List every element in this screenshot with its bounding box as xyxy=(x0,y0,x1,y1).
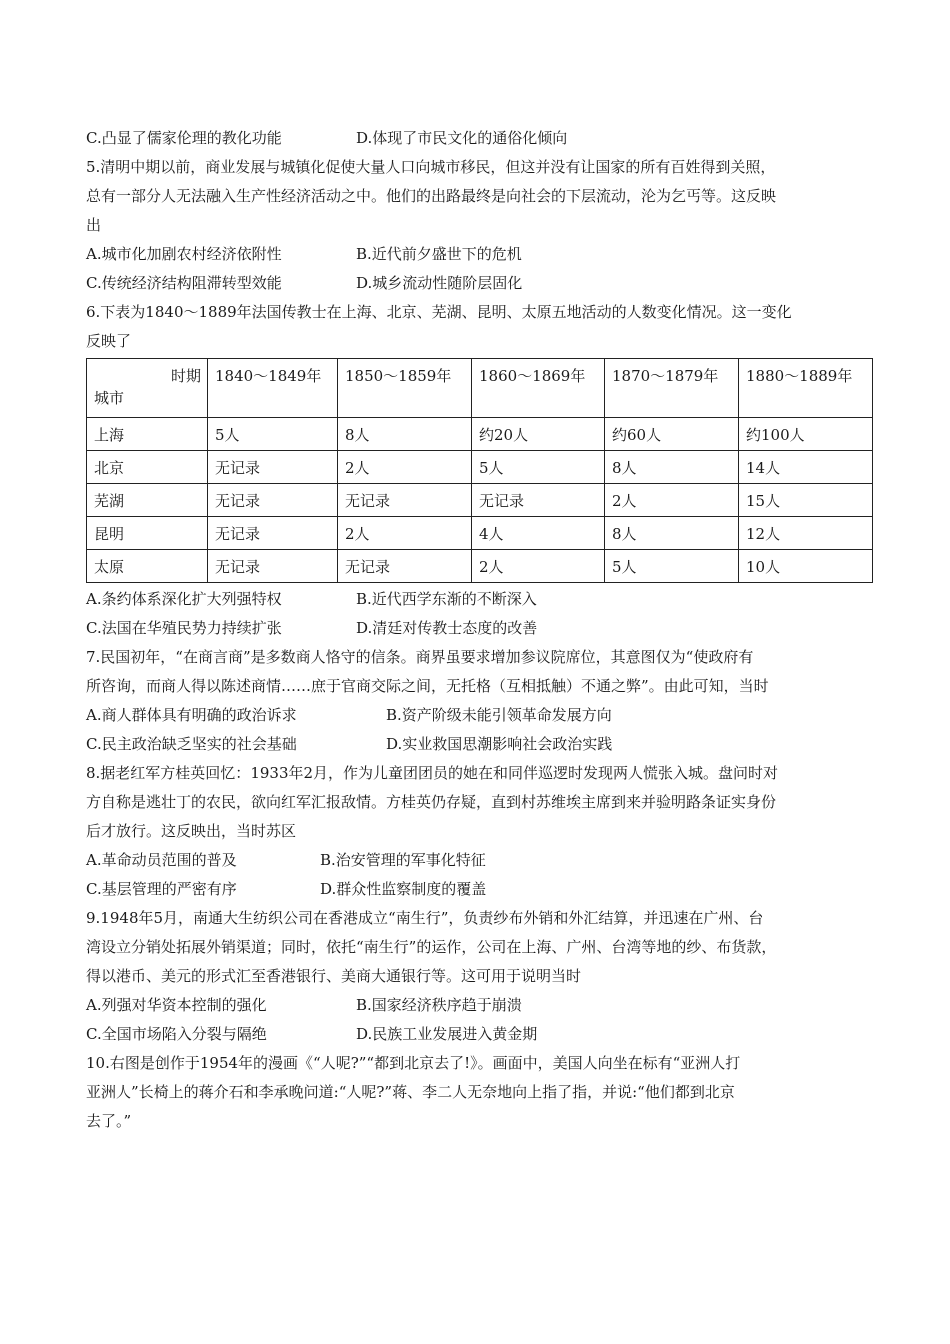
q7-options-row-1 xyxy=(86,701,872,730)
q4-options-row xyxy=(86,124,872,153)
table-row xyxy=(87,418,873,451)
city-cell: 昆明 xyxy=(87,517,208,550)
q8-option-d: D.群众性监察制度的覆盖 xyxy=(320,880,487,898)
q9-option-a: A.列强对华资本控制的强化 xyxy=(86,996,267,1014)
period-header: 1840～1849年 xyxy=(208,359,338,418)
q7-option-d: D.实业救国思潮影响社会政治实践 xyxy=(386,735,613,753)
value-cell: 无记录 xyxy=(208,451,338,484)
value-cell: 8人 xyxy=(605,451,739,484)
q7-option-c: C.民主政治缺乏坚实的社会基础 xyxy=(86,735,297,753)
value-cell: 无记录 xyxy=(338,484,472,517)
period-header: 1880～1889年 xyxy=(739,359,873,418)
value-cell: 无记录 xyxy=(472,484,605,517)
corner-period-label: 时期 xyxy=(170,367,201,385)
table-row xyxy=(87,517,873,550)
question-10 xyxy=(86,1049,872,1136)
q6-stem-line-2: 反映了 xyxy=(86,332,132,350)
q9-stem-line-2: 湾设立分销处拓展外销渠道；同时，依托“南生行”的运作，公司在上海、广州、台湾等地的纱、布货款， xyxy=(86,938,777,956)
city-cell: 北京 xyxy=(87,451,208,484)
q5-options-row-2 xyxy=(86,269,872,298)
q7-options-row-2 xyxy=(86,730,872,759)
q9-option-d: D.民族工业发展进入黄金期 xyxy=(356,1025,538,1043)
table-row xyxy=(87,550,873,583)
q7-stem-line-1: 7.民国初年，“在商言商”是多数商人恪守的信条。商界虽要求增加参议院席位，其意图仅为“使政府有 xyxy=(86,648,754,666)
corner-city-label: 城市 xyxy=(94,389,125,407)
table-corner-cell xyxy=(87,359,208,418)
table-header-row xyxy=(87,359,873,418)
value-cell: 5人 xyxy=(605,550,739,583)
q5-stem-line-2: 总有一部分人无法融入生产性经济活动之中。他们的出路最终是向社会的下层流动，沦为乞丐等。这反映 xyxy=(86,187,777,205)
q6-option-d: D.清廷对传教士态度的改善 xyxy=(356,619,538,637)
q4-option-c: C.凸显了儒家伦理的教化功能 xyxy=(86,129,282,147)
value-cell: 2人 xyxy=(338,451,472,484)
value-cell: 2人 xyxy=(338,517,472,550)
q5-stem-line-3: 出 xyxy=(86,216,102,234)
value-cell: 5人 xyxy=(472,451,605,484)
q5-option-d: D.城乡流动性随阶层固化 xyxy=(356,274,523,292)
q8-option-c: C.基层管理的严密有序 xyxy=(86,880,237,898)
q9-option-b: B.国家经济秩序趋于崩溃 xyxy=(356,996,522,1014)
q8-stem-line-2: 方自称是逃壮丁的农民，欲向红军汇报敌情。方桂英仍存疑，直到村苏维埃主席到来并验明路条证实身份 xyxy=(86,793,777,811)
city-cell: 上海 xyxy=(87,418,208,451)
period-header: 1870～1879年 xyxy=(605,359,739,418)
q6-option-b: B.近代西学东渐的不断深入 xyxy=(356,590,537,608)
q7-stem-line-2: 所咨询，而商人得以陈述商情……庶于官商交际之间，无托格（互相抵触）不通之弊”。由此可知，当时 xyxy=(86,677,769,695)
period-header: 1850～1859年 xyxy=(338,359,472,418)
value-cell: 无记录 xyxy=(208,484,338,517)
q9-option-c: C.全国市场陷入分裂与隔绝 xyxy=(86,1025,267,1043)
value-cell: 15人 xyxy=(739,484,873,517)
value-cell: 5人 xyxy=(208,418,338,451)
value-cell: 2人 xyxy=(472,550,605,583)
value-cell: 无记录 xyxy=(338,550,472,583)
q6-options-row-2 xyxy=(86,614,872,643)
exam-page xyxy=(86,124,872,1136)
value-cell: 12人 xyxy=(739,517,873,550)
q5-option-b: B.近代前夕盛世下的危机 xyxy=(356,245,522,263)
q9-stem-line-3: 得以港币、美元的形式汇至香港银行、美商大通银行等。这可用于说明当时 xyxy=(86,967,582,985)
q8-option-a: A.革命动员范围的普及 xyxy=(86,851,237,869)
q8-stem-line-1: 8.据老红军方桂英回忆：1933年2月，作为儿童团团员的她在和同伴巡逻时发现两人慌张入城。盘问时对 xyxy=(86,764,779,782)
q10-stem-line-3: 去了。” xyxy=(86,1112,132,1130)
value-cell: 8人 xyxy=(338,418,472,451)
q10-stem-line-2: 亚洲人”长椅上的蒋介石和李承晚问道:“人呢?”蒋、李二人无奈地向上指了指，并说:“他们都到北京 xyxy=(86,1083,735,1101)
value-cell: 无记录 xyxy=(208,550,338,583)
q5-option-a: A.城市化加剧农村经济依附性 xyxy=(86,245,282,263)
q8-options-row-2 xyxy=(86,875,872,904)
q10-stem-line-1: 10.右图是创作于1954年的漫画《“人呢?”“都到北京去了!》。画面中，美国人向坐在标有“亚洲人打 xyxy=(86,1054,741,1072)
q6-options-row-1 xyxy=(86,585,872,614)
value-cell: 约100人 xyxy=(739,418,873,451)
q8-option-b: B.治安管理的军事化特征 xyxy=(320,851,486,869)
q9-options-row-1 xyxy=(86,991,872,1020)
value-cell: 2人 xyxy=(605,484,739,517)
question-8 xyxy=(86,759,872,904)
q7-option-a: A.商人群体具有明确的政治诉求 xyxy=(86,706,297,724)
table-row xyxy=(87,484,873,517)
q9-options-row-2 xyxy=(86,1020,872,1049)
q6-option-a: A.条约体系深化扩大列强特权 xyxy=(86,590,282,608)
q5-options-row-1 xyxy=(86,240,872,269)
value-cell: 约20人 xyxy=(472,418,605,451)
table-row xyxy=(87,451,873,484)
value-cell: 10人 xyxy=(739,550,873,583)
question-5 xyxy=(86,153,872,298)
value-cell: 无记录 xyxy=(208,517,338,550)
q8-stem-line-3: 后才放行。这反映出，当时苏区 xyxy=(86,822,297,840)
q8-options-row-1 xyxy=(86,846,872,875)
question-9 xyxy=(86,904,872,1049)
q6-option-c: C.法国在华殖民势力持续扩张 xyxy=(86,619,282,637)
q9-stem-line-1: 9.1948年5月，南通大生纺织公司在香港成立“南生行”，负责纱布外销和外汇结算，并迅速在广州、台 xyxy=(86,909,764,927)
missionary-table xyxy=(86,358,873,583)
value-cell: 约60人 xyxy=(605,418,739,451)
q7-option-b: B.资产阶级未能引领革命发展方向 xyxy=(386,706,612,724)
period-header: 1860～1869年 xyxy=(472,359,605,418)
value-cell: 8人 xyxy=(605,517,739,550)
value-cell: 4人 xyxy=(472,517,605,550)
q5-option-c: C.传统经济结构阻滞转型效能 xyxy=(86,274,282,292)
q4-option-d: D.体现了市民文化的通俗化倾向 xyxy=(356,129,568,147)
question-7 xyxy=(86,643,872,759)
question-6 xyxy=(86,298,872,643)
city-cell: 太原 xyxy=(87,550,208,583)
value-cell: 14人 xyxy=(739,451,873,484)
q5-stem-line-1: 5.清明中期以前，商业发展与城镇化促使大量人口向城市移民，但这并没有让国家的所有百姓得到关照， xyxy=(86,158,776,176)
q6-stem-line-1: 6.下表为1840～1889年法国传教士在上海、北京、芜湖、昆明、太原五地活动的人数变化情况。这一变化 xyxy=(86,303,792,321)
city-cell: 芜湖 xyxy=(87,484,208,517)
